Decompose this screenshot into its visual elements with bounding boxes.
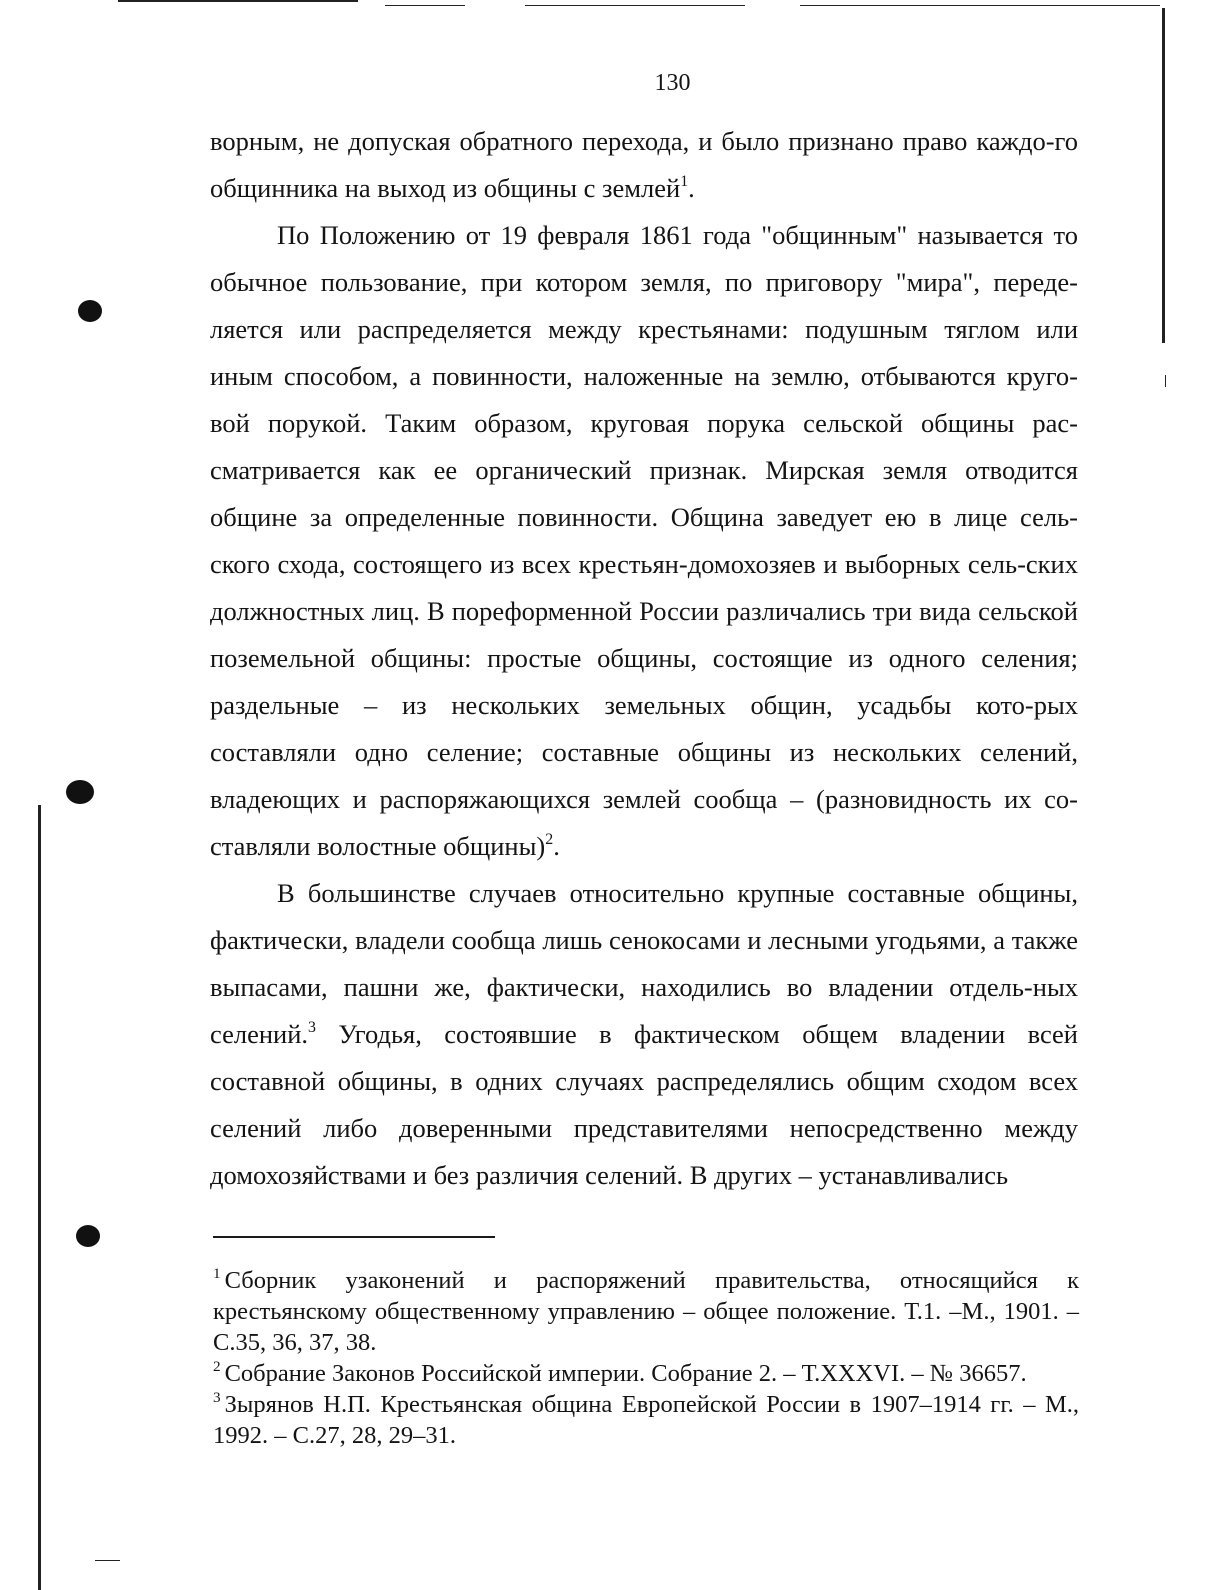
footnote-mark: 3 [213,1389,221,1407]
footnote-mark: 2 [213,1358,221,1376]
scan-bottom-rule [95,1560,120,1561]
body-text [210,118,1078,1199]
footnote-reference[interactable]: 1 [680,172,689,190]
scan-top-rule-left [118,0,358,2]
scan-right-edge-tick [1165,375,1166,387]
punch-hole-middle [66,780,94,804]
paragraph-tail: . [553,831,560,861]
paragraph-text: ворным, не допуская обратного перехода, и было признано право каждо-го общинника на выход из общины с землей [210,126,1078,203]
scan-top-rule-mid2 [525,5,745,6]
paragraph-composite-communes [210,870,1078,1199]
page-number: 130 [654,70,691,96]
paragraph-tail: Угодья, состоявшие в фактическом общем владении всей составной общины, в одних случаях распределялись общим сходом всех селений либо доверенными представителями непосредственно между домохозяйствами и без различия селений. В других – устанавливались [210,1019,1078,1190]
scan-top-rule-right [800,5,1160,6]
footnote [213,1389,1079,1451]
footnote-reference[interactable]: 3 [308,1018,316,1036]
footnote-separator [213,1236,495,1238]
footnote [213,1358,1079,1389]
punch-hole-top [78,300,102,322]
paragraph-text: По Положению от 19 февраля 1861 года "общинным" называется то обычное пользование, при котором земля, по приговору "мира", переде-ляется или распределяется между крестьянами: подушным тяглом или иным способом, а повинности, наложенные на землю, отбываются круго-вой порукой. Таким образом, круговая порука сельской общины рас-сматривается как ее органический признак. Мирская земля отводится общине за определенные повинности. Община заведует ею в лице сель-ского схода, состоящего из всех крестьян-домохозяев и выборных сель-ских должностных лиц. В пореформенной России различались три вида сельской поземельной общины: простые общины, состоящие из одного селения; раздельные – из нескольких земельных общин, усадьбы кото-рых составляли одно селение; составные общины из нескольких селений, владеющих и распоряжающихся землей сообща – (разновидность их со-ставляли волостные общины) [210,220,1078,861]
paragraph-continued [210,118,1078,212]
footnote-reference[interactable]: 2 [545,830,554,848]
footnote-text: Собрание Законов Российской империи. Собрание 2. – Т.XXXVI. – № 36657. [224,1360,1027,1387]
footnote [213,1265,1079,1358]
footnote-text: Сборник узаконений и распоряжений правительства, относящийся к крестьянскому общественному управлению – общее положение. Т.1. –М., 1901. – С.35, 36, 37, 38. [213,1267,1079,1356]
scan-top-rule-mid [385,5,465,6]
scan-right-edge-line [1162,8,1165,343]
footnote-text: Зырянов Н.П. Крестьянская община Европейской России в 1907–1914 гг. – М., 1992. – С.27, 28, 29–31. [213,1391,1079,1449]
paragraph-tail: . [688,173,695,203]
paragraph-text: В большинстве случаев относительно крупные составные общины, фактически, владели сообща лишь сенокосами и лесными угодьями, а также выпасами, пашни же, фактически, находились во владении отдель-ных селений. [210,878,1078,1049]
paragraph-commune-definition [210,212,1078,870]
footnote-mark: 1 [213,1265,221,1283]
footnotes [213,1265,1079,1451]
punch-hole-bottom [76,1225,100,1247]
scan-left-edge-line [38,805,41,1590]
